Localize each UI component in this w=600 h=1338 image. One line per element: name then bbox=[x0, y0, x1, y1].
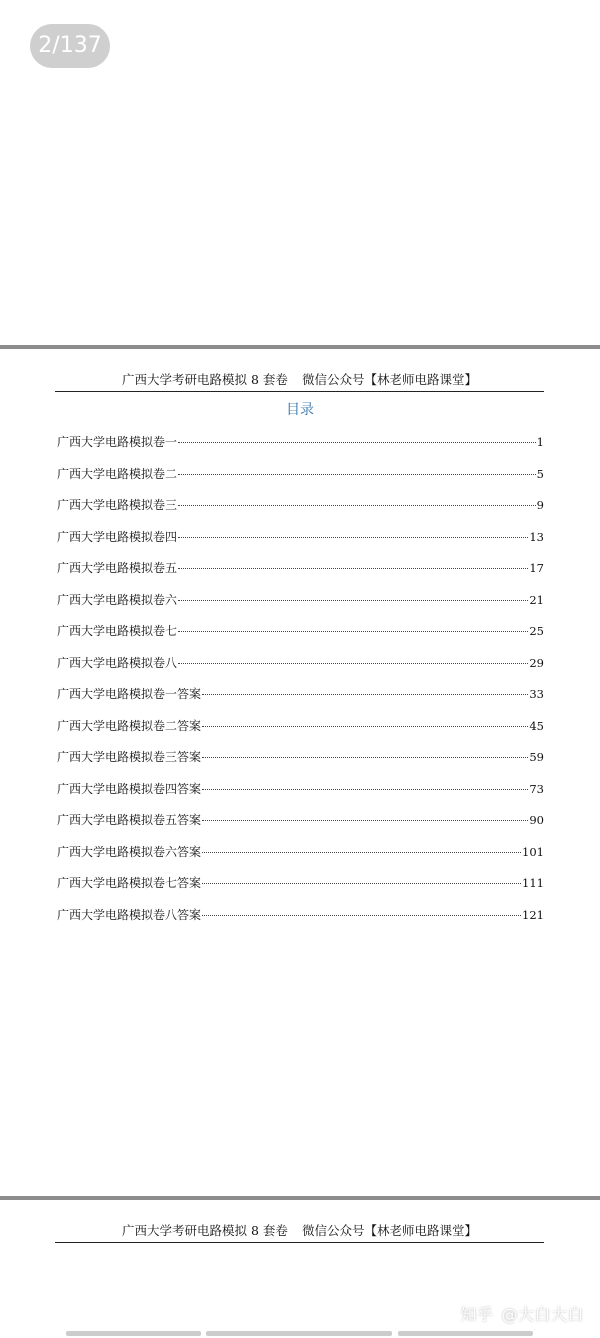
toc-leader-dots bbox=[202, 820, 528, 821]
toc-entry-label: 广西大学电路模拟卷三答案 bbox=[57, 750, 202, 764]
toc-leader-dots bbox=[202, 852, 521, 853]
toc-leader-dots bbox=[178, 505, 536, 506]
toc-entry-page: 33 bbox=[529, 687, 544, 701]
running-header bbox=[55, 1220, 544, 1243]
header-title: 广西大学考研电路模拟 8 套卷 bbox=[122, 1223, 288, 1238]
toc-entry-label: 广西大学电路模拟卷七答案 bbox=[57, 876, 202, 890]
toc-entry-page: 25 bbox=[529, 624, 544, 638]
toc-entry[interactable] bbox=[57, 811, 544, 843]
header-title: 广西大学考研电路模拟 8 套卷 bbox=[122, 372, 288, 387]
toc-entry[interactable] bbox=[57, 717, 544, 749]
toc-entry[interactable] bbox=[57, 591, 544, 623]
watermark-handle: @大白大白 bbox=[501, 1305, 584, 1324]
toc-entry[interactable] bbox=[57, 874, 544, 906]
toc-entry[interactable] bbox=[57, 685, 544, 717]
toc-leader-dots bbox=[202, 726, 528, 727]
toc-entry[interactable] bbox=[57, 622, 544, 654]
toc-entry[interactable] bbox=[57, 906, 544, 938]
page-thumbnail[interactable] bbox=[206, 1331, 392, 1336]
toc-entry-page: 9 bbox=[536, 498, 544, 512]
toc-entry-page: 59 bbox=[529, 750, 544, 764]
toc-entry[interactable] bbox=[57, 843, 544, 875]
header-account: 微信公众号【林老师电路课堂】 bbox=[301, 372, 477, 387]
toc-leader-dots bbox=[178, 442, 536, 443]
toc-entry-label: 广西大学电路模拟卷六答案 bbox=[57, 844, 202, 859]
toc-entry-label: 广西大学电路模拟卷八答案 bbox=[57, 907, 202, 922]
toc-leader-dots bbox=[178, 537, 528, 538]
toc-entry-page: 111 bbox=[522, 876, 544, 890]
toc-entry-page: 21 bbox=[529, 592, 544, 607]
toc-entry[interactable] bbox=[57, 433, 544, 465]
toc-entry[interactable] bbox=[57, 465, 544, 497]
toc-entry-label: 广西大学电路模拟卷七 bbox=[57, 624, 178, 638]
toc-leader-dots bbox=[202, 694, 528, 695]
toc-leader-dots bbox=[202, 915, 521, 916]
toc-leader-dots bbox=[178, 631, 528, 632]
toc-entry-label: 广西大学电路模拟卷二答案 bbox=[57, 718, 202, 733]
toc-leader-dots bbox=[202, 757, 528, 758]
toc-entry-page: 45 bbox=[529, 718, 544, 733]
toc-entry-label: 广西大学电路模拟卷一答案 bbox=[57, 687, 202, 701]
document-page bbox=[0, 349, 600, 1196]
toc-entry-page: 73 bbox=[529, 781, 544, 796]
toc-entry[interactable] bbox=[57, 559, 544, 591]
header-account: 微信公众号【林老师电路课堂】 bbox=[301, 1223, 477, 1238]
toc-entry-label: 广西大学电路模拟卷四 bbox=[57, 529, 178, 544]
page-indicator: 2/137 bbox=[30, 24, 110, 68]
toc-entry-page: 17 bbox=[529, 561, 544, 575]
toc-entry-label: 广西大学电路模拟卷四答案 bbox=[57, 781, 202, 796]
toc-leader-dots bbox=[202, 883, 521, 884]
toc-entry-label: 广西大学电路模拟卷六 bbox=[57, 592, 178, 607]
toc-entry[interactable] bbox=[57, 528, 544, 560]
page-thumbnail[interactable] bbox=[398, 1331, 533, 1336]
toc-leader-dots bbox=[178, 568, 528, 569]
toc-entry-label: 广西大学电路模拟卷八 bbox=[57, 655, 178, 670]
toc-entry-label: 广西大学电路模拟卷三 bbox=[57, 498, 178, 512]
toc-entry[interactable] bbox=[57, 496, 544, 528]
watermark bbox=[460, 1302, 584, 1325]
toc-entry-label: 广西大学电路模拟卷一 bbox=[57, 435, 178, 449]
toc-entry-page: 1 bbox=[536, 435, 544, 449]
toc-entry-label: 广西大学电路模拟卷五 bbox=[57, 561, 178, 575]
toc-entry-page: 29 bbox=[529, 655, 544, 670]
toc-entry[interactable] bbox=[57, 654, 544, 686]
toc-entry[interactable] bbox=[57, 748, 544, 780]
toc-leader-dots bbox=[178, 663, 528, 664]
toc-entry-label: 广西大学电路模拟卷二 bbox=[57, 466, 178, 481]
toc-entry-page: 101 bbox=[522, 844, 544, 859]
toc-leader-dots bbox=[202, 789, 528, 790]
watermark-brand: 知乎 bbox=[460, 1305, 494, 1324]
toc-entry-page: 5 bbox=[536, 466, 544, 481]
toc-entry-label: 广西大学电路模拟卷五答案 bbox=[57, 813, 202, 827]
toc-entry-page: 90 bbox=[529, 813, 544, 827]
running-header bbox=[55, 369, 544, 392]
toc-leader-dots bbox=[178, 600, 528, 601]
toc-title: 目录 bbox=[286, 402, 314, 418]
page-thumbnail[interactable] bbox=[66, 1331, 201, 1336]
toc-entry-page: 13 bbox=[529, 529, 544, 544]
toc-leader-dots bbox=[178, 474, 536, 475]
toc-entry-page: 121 bbox=[522, 907, 544, 922]
toc-entry[interactable] bbox=[57, 780, 544, 812]
table-of-contents bbox=[57, 433, 544, 937]
